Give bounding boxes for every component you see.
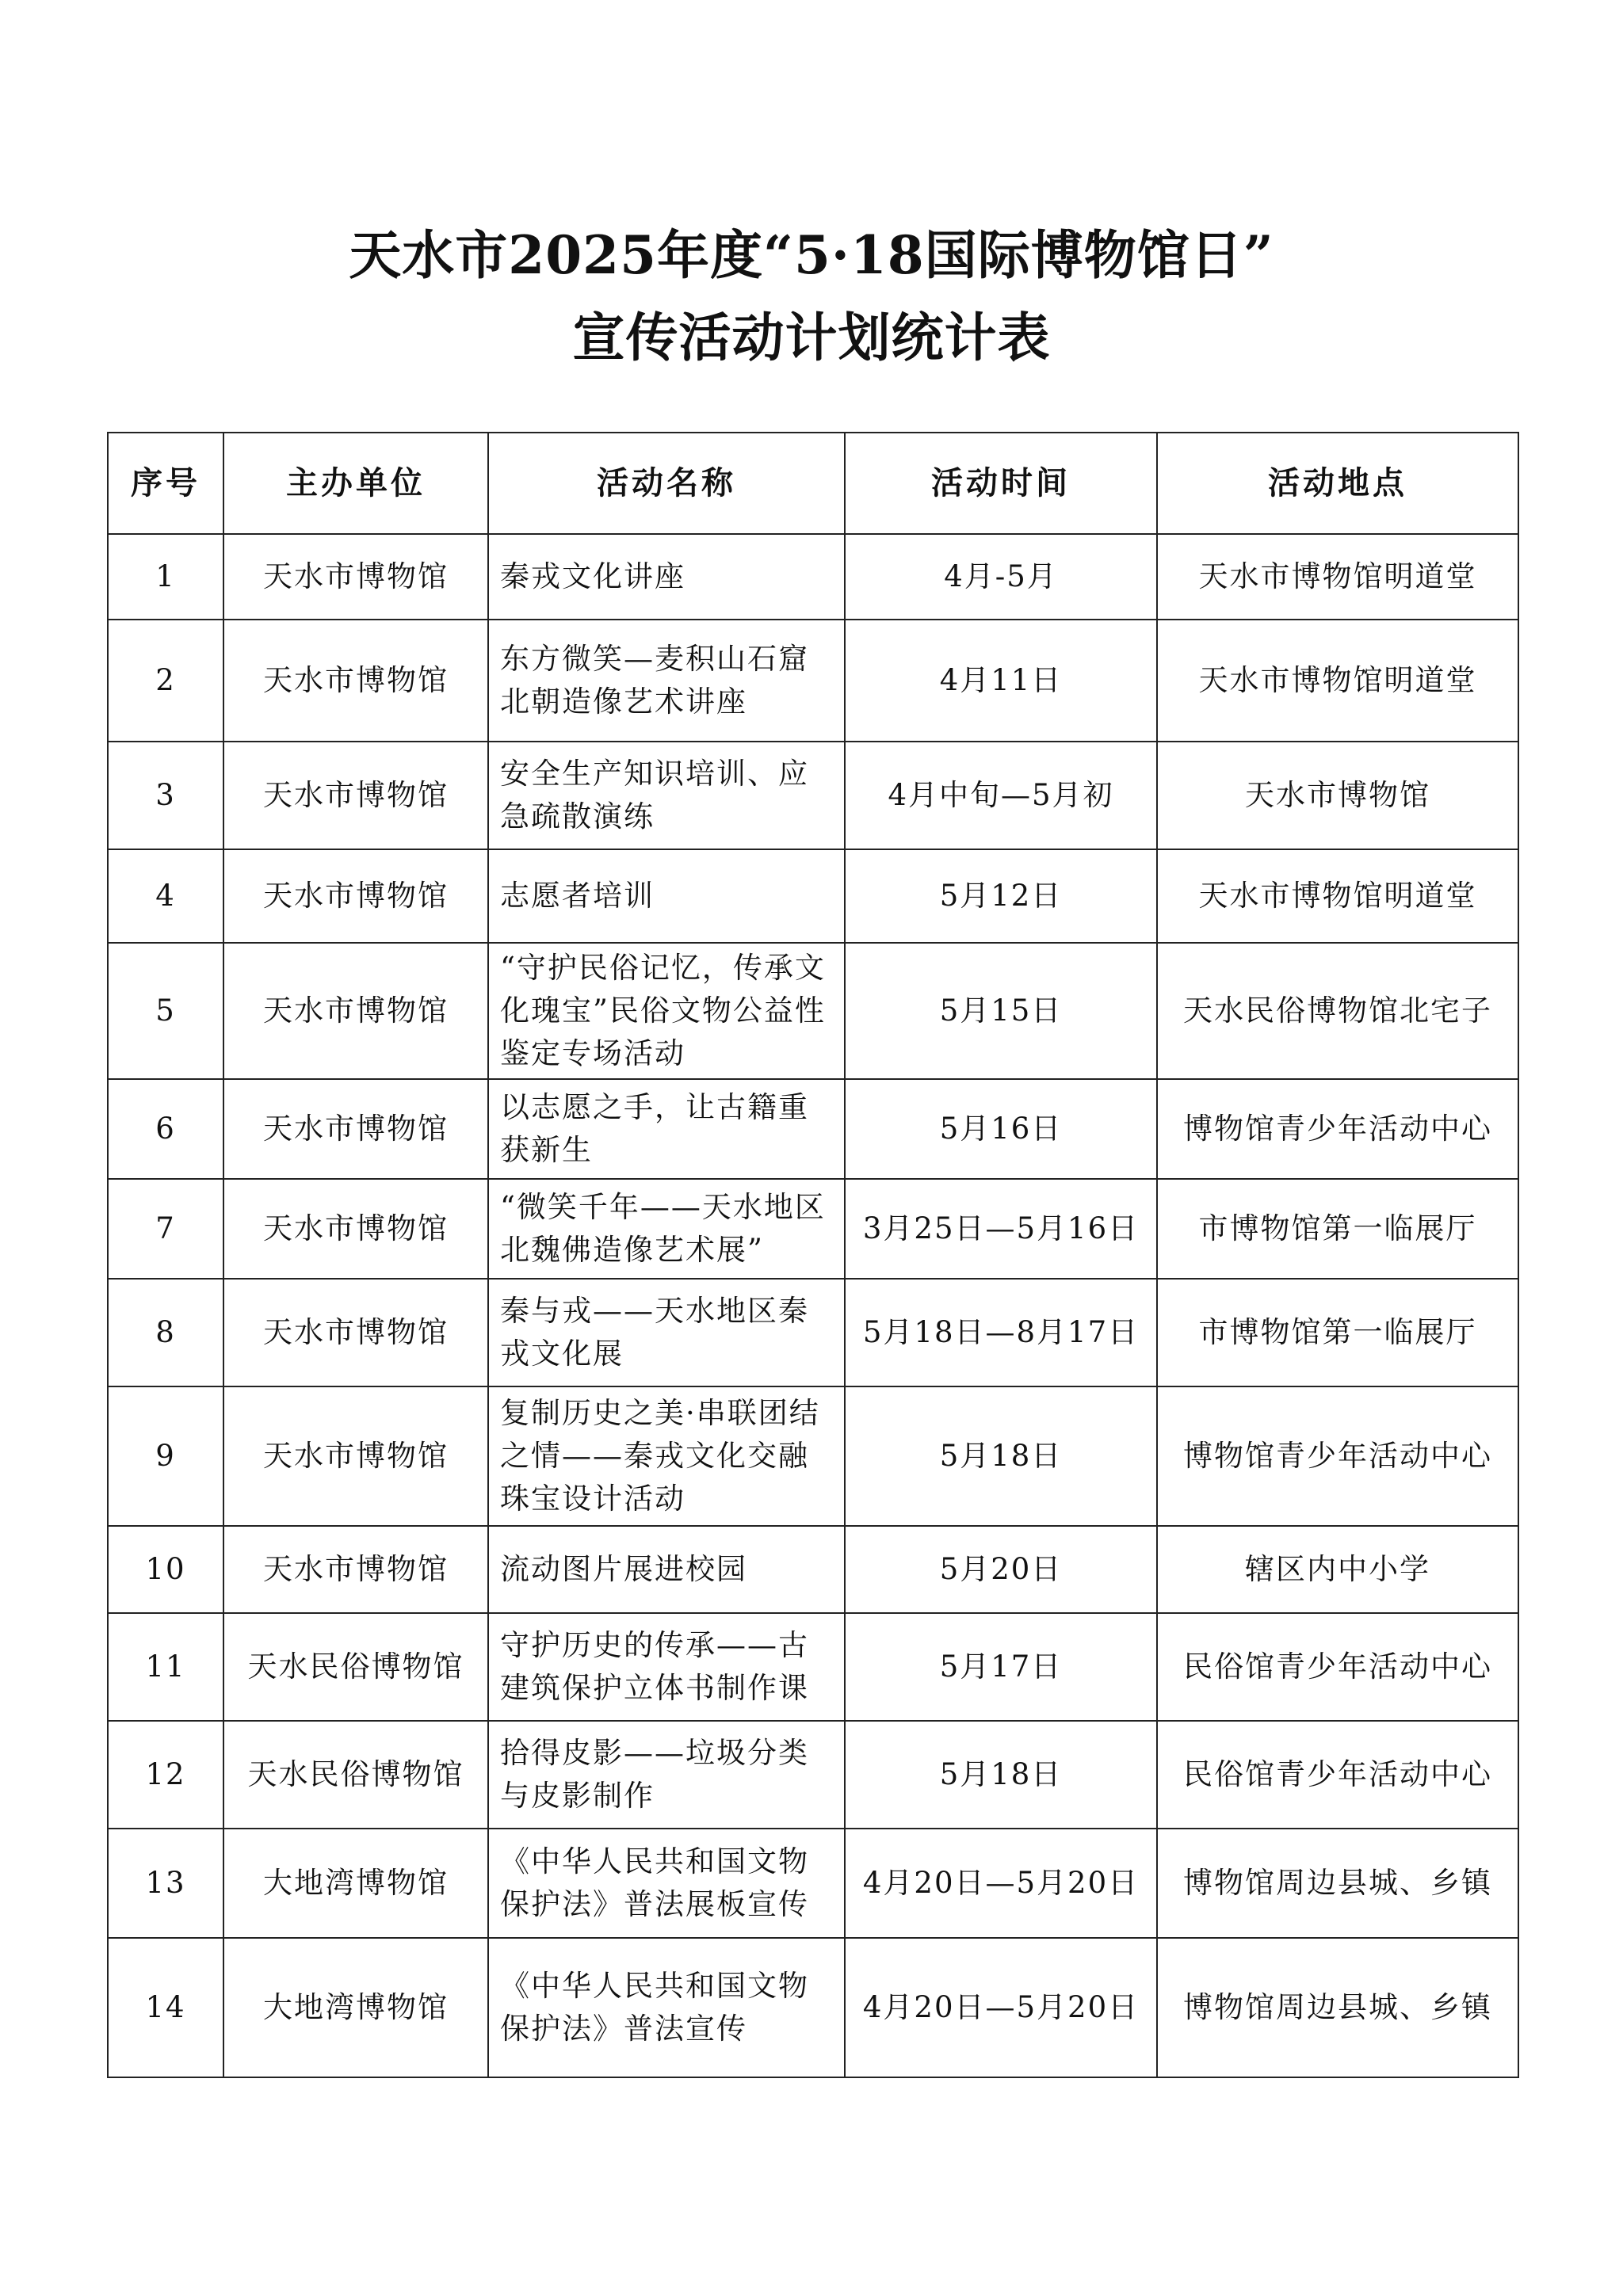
cell-venue: 天水民俗博物馆北宅子 (1157, 943, 1518, 1079)
cell-time: 4月中旬—5月初 (845, 742, 1157, 849)
cell-organizer: 天水市博物馆 (223, 1079, 488, 1179)
cell-no: 12 (108, 1721, 223, 1829)
cell-no: 3 (108, 742, 223, 849)
cell-activity: 复制历史之美·串联团结之情——秦戎文化交融珠宝设计活动 (488, 1386, 845, 1526)
cell-activity: 秦戎文化讲座 (488, 534, 845, 620)
cell-organizer: 天水市博物馆 (223, 1179, 488, 1279)
header-time: 活动时间 (845, 433, 1157, 534)
cell-venue: 天水市博物馆明道堂 (1157, 534, 1518, 620)
cell-no: 14 (108, 1938, 223, 2077)
cell-time: 3月25日—5月16日 (845, 1179, 1157, 1279)
cell-organizer: 天水民俗博物馆 (223, 1721, 488, 1829)
cell-no: 2 (108, 620, 223, 742)
cell-time: 5月15日 (845, 943, 1157, 1079)
table-row (108, 534, 1518, 620)
header-activity: 活动名称 (488, 433, 845, 534)
cell-no: 8 (108, 1279, 223, 1386)
cell-activity: “守护民俗记忆，传承文化瑰宝”民俗文物公益性鉴定专场活动 (488, 943, 845, 1079)
table-row (108, 1938, 1518, 2077)
table-row (108, 943, 1518, 1079)
table-row (108, 1079, 1518, 1179)
title-line-1: 天水市2025年度“5·18国际博物馆日” (349, 224, 1274, 286)
cell-no: 9 (108, 1386, 223, 1526)
table-header-row (108, 433, 1518, 534)
cell-activity: 以志愿之手，让古籍重获新生 (488, 1079, 845, 1179)
cell-activity: 《中华人民共和国文物保护法》普法展板宣传 (488, 1829, 845, 1938)
cell-time: 5月18日 (845, 1386, 1157, 1526)
cell-time: 4月20日—5月20日 (845, 1938, 1157, 2077)
cell-venue: 民俗馆青少年活动中心 (1157, 1721, 1518, 1829)
cell-time: 5月17日 (845, 1613, 1157, 1721)
cell-venue: 博物馆青少年活动中心 (1157, 1386, 1518, 1526)
table-row (108, 1279, 1518, 1386)
table-row (108, 620, 1518, 742)
document-title (0, 214, 1623, 379)
cell-activity: 秦与戎——天水地区秦戎文化展 (488, 1279, 845, 1386)
cell-activity: 东方微笑—麦积山石窟北朝造像艺术讲座 (488, 620, 845, 742)
cell-activity: “微笑千年——天水地区北魏佛造像艺术展” (488, 1179, 845, 1279)
cell-no: 1 (108, 534, 223, 620)
cell-no: 4 (108, 849, 223, 943)
cell-no: 10 (108, 1526, 223, 1613)
table-row (108, 1179, 1518, 1279)
header-organizer: 主办单位 (223, 433, 488, 534)
cell-time: 5月20日 (845, 1526, 1157, 1613)
table-row (108, 742, 1518, 849)
cell-time: 4月11日 (845, 620, 1157, 742)
cell-organizer: 天水民俗博物馆 (223, 1613, 488, 1721)
cell-no: 11 (108, 1613, 223, 1721)
table-row (108, 849, 1518, 943)
cell-time: 5月12日 (845, 849, 1157, 943)
cell-activity: 安全生产知识培训、应急疏散演练 (488, 742, 845, 849)
cell-venue: 天水市博物馆明道堂 (1157, 849, 1518, 943)
cell-time: 5月18日—8月17日 (845, 1279, 1157, 1386)
cell-venue: 博物馆周边县城、乡镇 (1157, 1829, 1518, 1938)
cell-organizer: 天水市博物馆 (223, 1279, 488, 1386)
cell-organizer: 天水市博物馆 (223, 620, 488, 742)
cell-activity: 志愿者培训 (488, 849, 845, 943)
cell-organizer: 天水市博物馆 (223, 849, 488, 943)
cell-venue: 民俗馆青少年活动中心 (1157, 1613, 1518, 1721)
title-line-2: 宣传活动计划统计表 (572, 307, 1051, 368)
cell-activity: 流动图片展进校园 (488, 1526, 845, 1613)
cell-no: 13 (108, 1829, 223, 1938)
cell-venue: 市博物馆第一临展厅 (1157, 1279, 1518, 1386)
cell-time: 5月18日 (845, 1721, 1157, 1829)
table-row (108, 1526, 1518, 1613)
cell-organizer: 天水市博物馆 (223, 742, 488, 849)
cell-organizer: 天水市博物馆 (223, 1386, 488, 1526)
cell-venue: 博物馆青少年活动中心 (1157, 1079, 1518, 1179)
header-venue: 活动地点 (1157, 433, 1518, 534)
table-row (108, 1829, 1518, 1938)
cell-organizer: 天水市博物馆 (223, 943, 488, 1079)
cell-no: 6 (108, 1079, 223, 1179)
cell-activity: 《中华人民共和国文物保护法》普法宣传 (488, 1938, 845, 2077)
table-row (108, 1613, 1518, 1721)
cell-time: 5月16日 (845, 1079, 1157, 1179)
cell-venue: 市博物馆第一临展厅 (1157, 1179, 1518, 1279)
cell-organizer: 天水市博物馆 (223, 534, 488, 620)
cell-activity: 守护历史的传承——古建筑保护立体书制作课 (488, 1613, 845, 1721)
cell-activity: 拾得皮影——垃圾分类与皮影制作 (488, 1721, 845, 1829)
cell-organizer: 大地湾博物馆 (223, 1938, 488, 2077)
cell-organizer: 天水市博物馆 (223, 1526, 488, 1613)
activity-plan-table (107, 432, 1519, 2078)
cell-venue: 天水市博物馆明道堂 (1157, 620, 1518, 742)
table-row (108, 1386, 1518, 1526)
cell-no: 7 (108, 1179, 223, 1279)
cell-venue: 辖区内中小学 (1157, 1526, 1518, 1613)
cell-time: 4月-5月 (845, 534, 1157, 620)
cell-time: 4月20日—5月20日 (845, 1829, 1157, 1938)
table-row (108, 1721, 1518, 1829)
cell-no: 5 (108, 943, 223, 1079)
header-no: 序号 (108, 433, 223, 534)
cell-organizer: 大地湾博物馆 (223, 1829, 488, 1938)
cell-venue: 天水市博物馆 (1157, 742, 1518, 849)
cell-venue: 博物馆周边县城、乡镇 (1157, 1938, 1518, 2077)
